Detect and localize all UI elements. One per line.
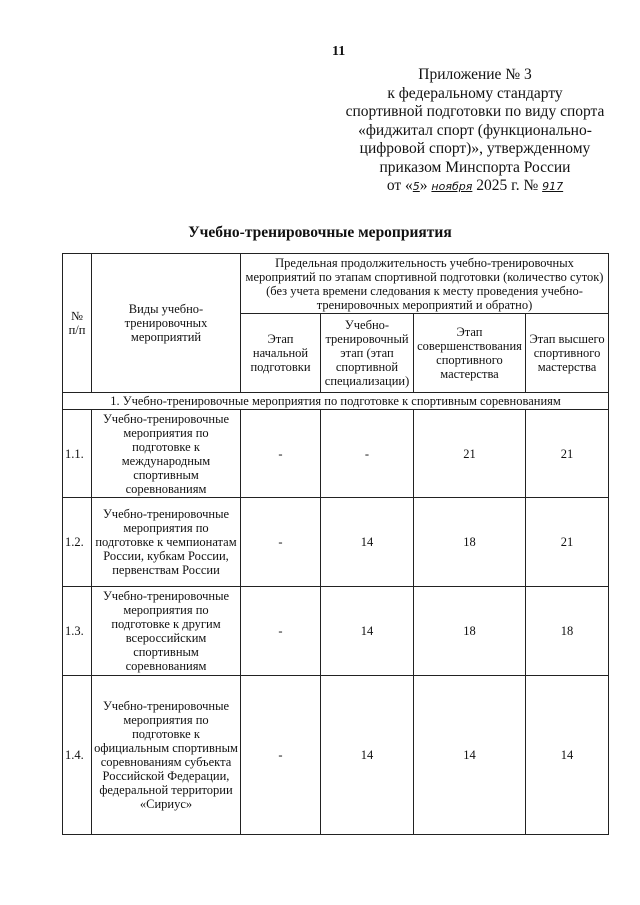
row-number: 1.4. [63,676,92,835]
document-title: Учебно-тренировочные мероприятия [188,224,452,241]
header-number: № п/п [63,254,92,393]
cell-value: 18 [414,587,526,676]
row-kind: Учебно-тренировочные мероприятия по подготовке к официальным спортивным соревнованиям субъекта Российской Федерации, федеральной территории «Сириус» [92,676,241,835]
cell-value: 21 [526,498,609,587]
cell-value: - [241,676,321,835]
cell-value: 14 [321,498,414,587]
row-kind: Учебно-тренировочные мероприятия по подготовке к другим всероссийским спортивным соревнованиям [92,587,241,676]
appendix-line: приказом Минспорта России [379,158,571,176]
order-date-line [330,177,620,197]
cell-value: 18 [414,498,526,587]
row-number: 1.1. [63,410,92,498]
appendix-line: Приложение № 3 [418,66,532,83]
appendix-header [330,66,620,197]
row-number: 1.3. [63,587,92,676]
row-number: 1.2. [63,498,92,587]
cell-value: 18 [526,587,609,676]
cell-value: - [321,410,414,498]
cell-value: 21 [414,410,526,498]
cell-value: 21 [526,410,609,498]
handwritten-day: 5 [412,180,420,193]
cell-value: - [241,498,321,587]
appendix-line: к федеральному стандарту [387,84,563,102]
appendix-line: спортивной подготовки по виду спорта [345,103,605,120]
table-row [63,676,609,835]
header-duration-group: Предельная продолжительность учебно-тренировочных мероприятий по этапам спортивной подготовки (количество суток) (без учета времени следования к месту проведения учебно-тренировочных мероприятий и обратно) [241,254,609,314]
page-number: 11 [332,44,346,59]
row-kind: Учебно-тренировочные мероприятия по подготовке к международным спортивным соревнованиям [92,410,241,498]
cell-value: 14 [414,676,526,835]
appendix-line: «фиджитал спорт (функционально- [358,121,592,139]
header-stage: Учебно-тренировочный этап (этап спортивной специализации) [321,314,414,393]
table-row [63,587,609,676]
handwritten-order-number: 917 [542,180,564,193]
cell-value: - [241,587,321,676]
row-kind: Учебно-тренировочные мероприятия по подготовке к чемпионатам России, кубкам России, первенствам России [92,498,241,587]
table-row [63,410,609,498]
table-row [63,498,609,587]
year-text: 2025 г. № [476,177,539,194]
cell-value: - [241,410,321,498]
header-stage: Этап высшего спортивного мастерства [526,314,609,393]
section-row: 1. Учебно-тренировочные мероприятия по подготовке к спортивным соревнованиям [63,393,609,410]
cell-value: 14 [526,676,609,835]
header-kind: Виды учебно-тренировочных мероприятий [92,254,241,393]
header-stage: Этап начальной подготовки [241,314,321,393]
cell-value: 14 [321,587,414,676]
cell-value: 14 [321,676,414,835]
date-prefix: от « [386,177,413,194]
handwritten-month: ноября [431,180,473,193]
header-stage: Этап совершенствования спортивного мастерства [414,314,526,393]
appendix-line: цифровой спорт)», утвержденному [359,140,591,157]
date-mid: » [419,177,428,194]
training-events-table [62,253,609,835]
